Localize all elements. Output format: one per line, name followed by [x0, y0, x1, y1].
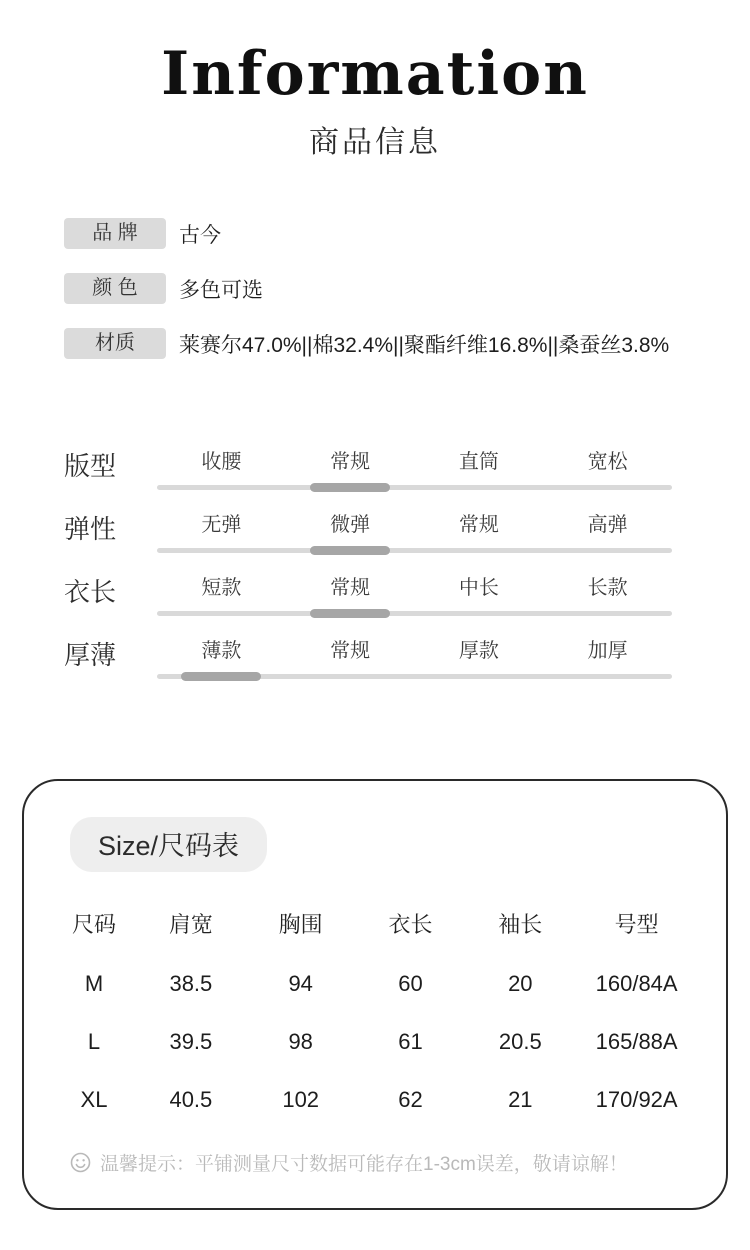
size-note — [70, 1149, 698, 1176]
attr-option: 长款 — [587, 577, 628, 599]
attr-option: 微弹 — [330, 514, 371, 536]
size-cell: 38.5 — [169, 971, 213, 996]
info-label-color: 颜 色 — [64, 273, 166, 304]
info-value-brand: 古今 — [179, 223, 221, 247]
size-col-header: 胸围 — [278, 912, 323, 937]
size-cell: 102 — [282, 1087, 320, 1112]
info-label-brand: 品 牌 — [64, 218, 166, 249]
smiley-icon — [70, 1152, 91, 1173]
size-cell: XL — [80, 1087, 108, 1112]
attr-option: 常规 — [330, 577, 371, 599]
size-col-header: 衣长 — [388, 912, 433, 937]
size-cell: 165/88A — [595, 1029, 678, 1054]
size-cell: 20.5 — [498, 1029, 542, 1054]
attr-option: 宽松 — [587, 451, 628, 473]
info-row-color — [64, 273, 730, 304]
size-cell: L — [87, 1029, 101, 1054]
size-cell: 98 — [288, 1029, 313, 1054]
size-table — [52, 892, 698, 1129]
size-col-header: 肩宽 — [168, 912, 213, 937]
size-table-row-xl — [52, 1071, 698, 1129]
size-table-header-row — [52, 892, 698, 955]
size-col-header: 袖长 — [498, 912, 543, 937]
size-col-header: 号型 — [614, 912, 659, 937]
size-note-text: 温馨提示：平铺测量尺寸数据可能存在1-3cm误差，敬请谅解！ — [100, 1154, 628, 1175]
info-row-brand — [64, 218, 730, 249]
attr-row-thickness — [64, 634, 672, 679]
size-cell: M — [84, 971, 104, 996]
attr-track — [157, 548, 672, 553]
attr-option: 高弹 — [587, 514, 628, 536]
info-row-material — [64, 328, 730, 359]
size-cell: 62 — [398, 1087, 423, 1112]
info-value-material: 莱赛尔47.0%||棉32.4%||聚酯纤维16.8%||桑蚕丝3.8% — [179, 333, 670, 357]
size-cell: 20 — [508, 971, 533, 996]
attr-options-fit — [157, 445, 672, 490]
size-cell: 94 — [288, 971, 313, 996]
attr-label-length: 衣长 — [64, 577, 117, 607]
attr-option: 收腰 — [201, 451, 242, 473]
attribute-scales — [64, 445, 672, 679]
attr-label-elasticity: 弹性 — [64, 514, 117, 544]
attr-option: 常规 — [458, 514, 499, 536]
size-cell: 61 — [398, 1029, 423, 1054]
attr-option: 中长 — [458, 577, 499, 599]
attr-label-thickness: 厚薄 — [64, 640, 117, 670]
info-label-material: 材质 — [64, 328, 166, 359]
attr-selected-marker — [181, 672, 261, 681]
size-cell: 170/92A — [595, 1087, 678, 1112]
size-col-header: 尺码 — [71, 912, 116, 937]
attr-selected-marker — [310, 483, 390, 492]
attr-row-length — [64, 571, 672, 616]
attr-option: 厚款 — [458, 640, 499, 662]
size-chart-card — [22, 779, 728, 1210]
size-cell: 39.5 — [169, 1029, 213, 1054]
page-title: Information — [161, 39, 589, 109]
product-info-list — [64, 218, 730, 359]
size-cell: 21 — [508, 1087, 533, 1112]
attr-option: 无弹 — [201, 514, 242, 536]
attr-option: 短款 — [201, 577, 242, 599]
size-cell: 160/84A — [595, 971, 678, 996]
attr-row-elasticity — [64, 508, 672, 553]
attr-options-thickness — [157, 634, 672, 679]
attr-track — [157, 611, 672, 616]
size-table-row-m — [52, 955, 698, 1013]
attr-option: 直筒 — [458, 451, 499, 473]
attr-options-length — [157, 571, 672, 616]
attr-row-fit — [64, 445, 672, 490]
attr-selected-marker — [310, 609, 390, 618]
attr-options-elasticity — [157, 508, 672, 553]
page-subtitle: 商品信息 — [309, 126, 441, 159]
size-chart-title: Size/尺码表 — [70, 817, 267, 872]
size-cell: 60 — [398, 971, 423, 996]
info-value-color: 多色可选 — [179, 278, 263, 302]
attr-option: 薄款 — [201, 640, 242, 662]
attr-option: 加厚 — [587, 640, 628, 662]
size-cell: 40.5 — [169, 1087, 213, 1112]
header — [0, 0, 750, 161]
attr-selected-marker — [310, 546, 390, 555]
attr-track — [157, 485, 672, 490]
attr-label-fit: 版型 — [64, 451, 117, 481]
size-table-row-l — [52, 1013, 698, 1071]
attr-option: 常规 — [330, 640, 371, 662]
attr-option: 常规 — [330, 451, 371, 473]
